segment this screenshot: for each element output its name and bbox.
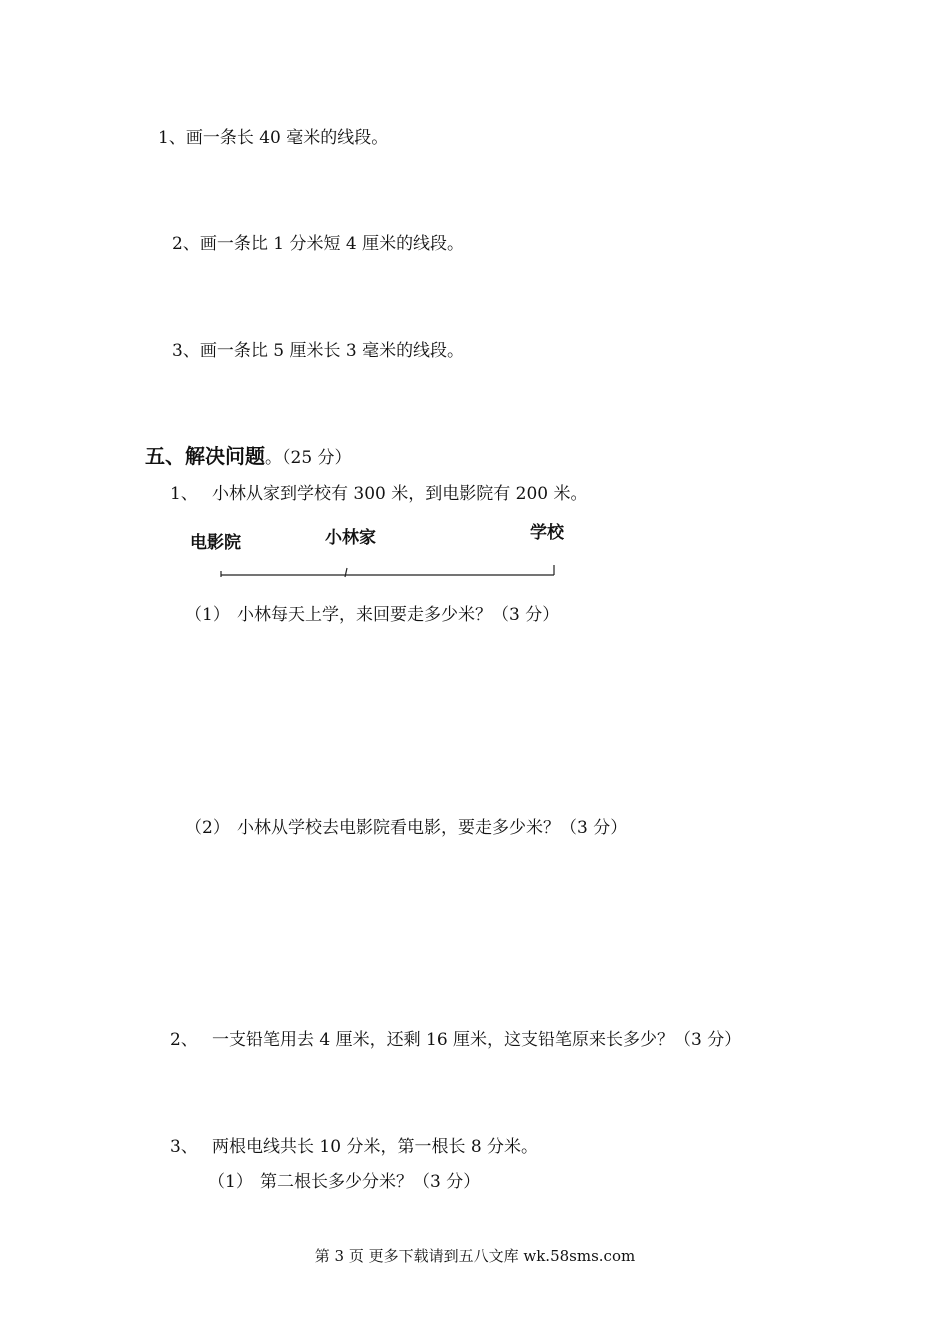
question-3-number: 3、 [170, 1137, 198, 1157]
question-1-sub-1-text: 小林每天上学，来回要走多少米？（3 分） [237, 605, 560, 625]
tick-home [345, 568, 347, 577]
section-title: 五、解决问题 [145, 444, 265, 468]
task-draw-40mm: 1、画一条长 40 毫米的线段。 [158, 128, 389, 148]
task-draw-1dm-minus-4cm: 2、画一条比 1 分米短 4 厘米的线段。 [172, 234, 465, 254]
question-3-text: 两根电线共长 10 分米，第一根长 8 分米。 [212, 1137, 539, 1157]
page-footer: 第 3 页 更多下载请到五八文库 wk.58sms.com [314, 1247, 636, 1265]
question-1-number: 1、 [170, 484, 198, 504]
question-1-sub-2-text: 小林从学校去电影院看电影，要走多少米？（3 分） [237, 818, 628, 838]
distance-line-diagram [215, 560, 565, 584]
question-3-sub-1-number: （1） [208, 1172, 253, 1192]
task-draw-5cm-plus-3mm: 3、画一条比 5 厘米长 3 毫米的线段。 [172, 341, 465, 361]
question-2-number: 2、 [170, 1030, 198, 1050]
section-heading [145, 443, 352, 471]
question-2-text: 一支铅笔用去 4 厘米，还剩 16 厘米，这支铅笔原来长多少？（3 分） [212, 1030, 742, 1050]
diagram-label-school: 学校 [530, 523, 564, 543]
diagram-label-cinema: 电影院 [190, 533, 241, 553]
question-1-text: 小林从家到学校有 300 米，到电影院有 200 米。 [212, 484, 588, 504]
diagram-label-home: 小林家 [325, 528, 376, 548]
question-1-sub-2-number: （2） [185, 818, 230, 838]
section-score: 。（25 分） [265, 448, 352, 468]
question-1-sub-1-number: （1） [185, 605, 230, 625]
question-3-sub-1-text: 第二根长多少分米？（3 分） [260, 1172, 481, 1192]
